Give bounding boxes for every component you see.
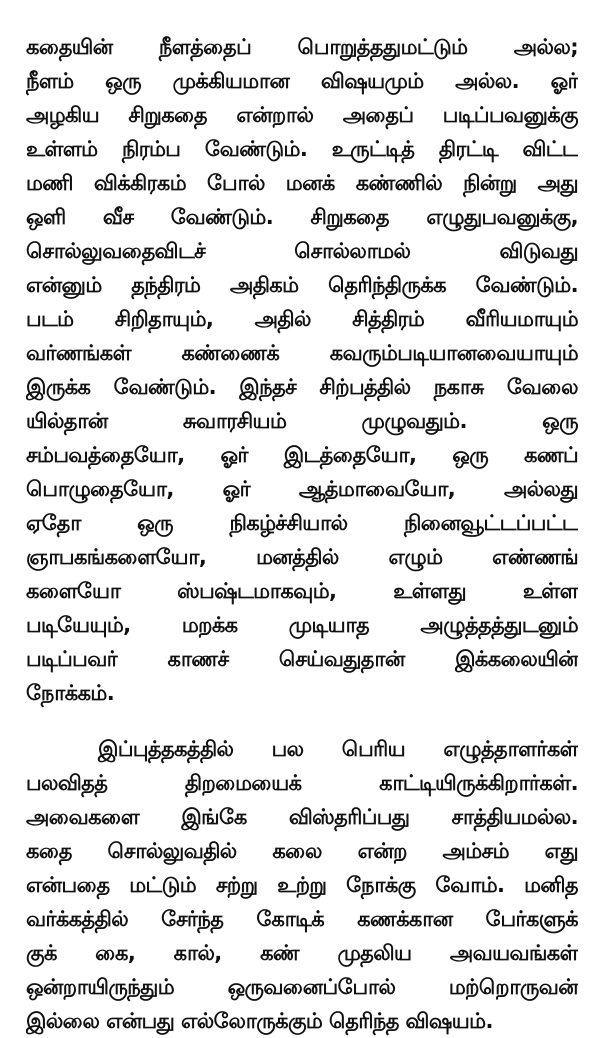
text-line: வர்ணங்கள் கண்ணைக் கவரும்படியானவையாயும் <box>26 341 578 365</box>
text-line: அவைகளை இங்கே விஸ்தரிப்பது சாத்தியமல்ல. <box>26 805 578 829</box>
text-line: படிப்பவர் காணச் செய்வதுதான் இக்கலையின் <box>26 647 578 671</box>
text-line: கதை சொல்லுவதில் கலை என்ற அம்சம் எது <box>26 839 578 863</box>
text-line: வர்க்கத்தில் சேர்ந்த கோடிக் கணக்கான பேர்களுக் <box>26 907 578 931</box>
text-line: ஏதோ ஒரு நிகழ்ச்சியால் நினைவூட்டப்பட்ட <box>26 511 578 535</box>
text-line: பலவிதத் திறமையைக் காட்டியிருக்கிறார்கள். <box>26 771 578 795</box>
text-line: அழகிய சிறுகதை என்றால் அதைப் படிப்பவனுக்கு <box>26 103 578 127</box>
text-line: கதையின் நீளத்தைப் பொறுத்ததுமட்டும் அல்ல; <box>26 35 578 59</box>
text-line: பொழுதையோ, ஓர் ஆத்மாவையோ, அல்லது <box>26 477 578 501</box>
text-line: நீளம் ஒரு முக்கியமான விஷயமும் அல்ல. ஓர் <box>26 69 578 93</box>
paragraph-1 <box>26 30 578 710</box>
text-line: யில்தான் சுவாரசியம் முழுவதும். ஒரு <box>26 409 578 433</box>
text-line: மணி விக்கிரகம் போல் மனக் கண்ணில் நின்று அது <box>26 171 578 195</box>
text-line: ஒளி வீச வேண்டும். சிறுகதை எழுதுபவனுக்கு, <box>26 205 578 229</box>
text-line: ஞாபகங்களையோ, மனத்தில் எழும் எண்ணங் <box>26 545 578 569</box>
text-line: உள்ளம் நிரம்ப வேண்டும். உருட்டித் திரட்டி விட்ட <box>26 137 578 161</box>
page-body <box>26 30 578 1038</box>
text-line: இப்புத்தகத்தில் பல பெரிய எழுத்தாளர்கள் <box>98 737 578 761</box>
text-line: படியேயும், மறக்க முடியாத அழுத்தத்துடனும் <box>26 613 578 637</box>
text-line: நோக்கம். <box>26 681 115 705</box>
text-line: இருக்க வேண்டும். இந்தச் சிற்பத்தில் நகாசு வேலை <box>26 375 578 399</box>
text-line: ஒன்றாயிருந்தும் ஒருவனைப்போல் மற்றொருவன் <box>26 975 578 999</box>
text-line: என்பதை மட்டும் சற்று உற்று நோக்கு வோம். மனித <box>26 873 578 897</box>
text-line: சம்பவத்தையோ, ஓர் இடத்தையோ, ஒரு கணப் <box>26 443 578 467</box>
text-line: குக் கை, கால், கண் முதலிய அவயவங்கள் <box>26 941 578 965</box>
text-line: சொல்லுவதைவிடச் சொல்லாமல் விடுவது <box>26 239 578 263</box>
paragraph-2 <box>26 732 578 1038</box>
text-line: களையோ ஸ்பஷ்டமாகவும், உள்ளது உள்ள <box>26 579 578 603</box>
text-line: படம் சிறிதாயும், அதில் சித்திரம் வீரியமாயும் <box>26 307 578 331</box>
text-line: இல்லை என்பது எல்லோருக்கும் தெரிந்த விஷயம். <box>26 1009 493 1033</box>
text-line: என்னும் தந்திரம் அதிகம் தெரிந்திருக்க வேண்டும். <box>26 273 578 297</box>
